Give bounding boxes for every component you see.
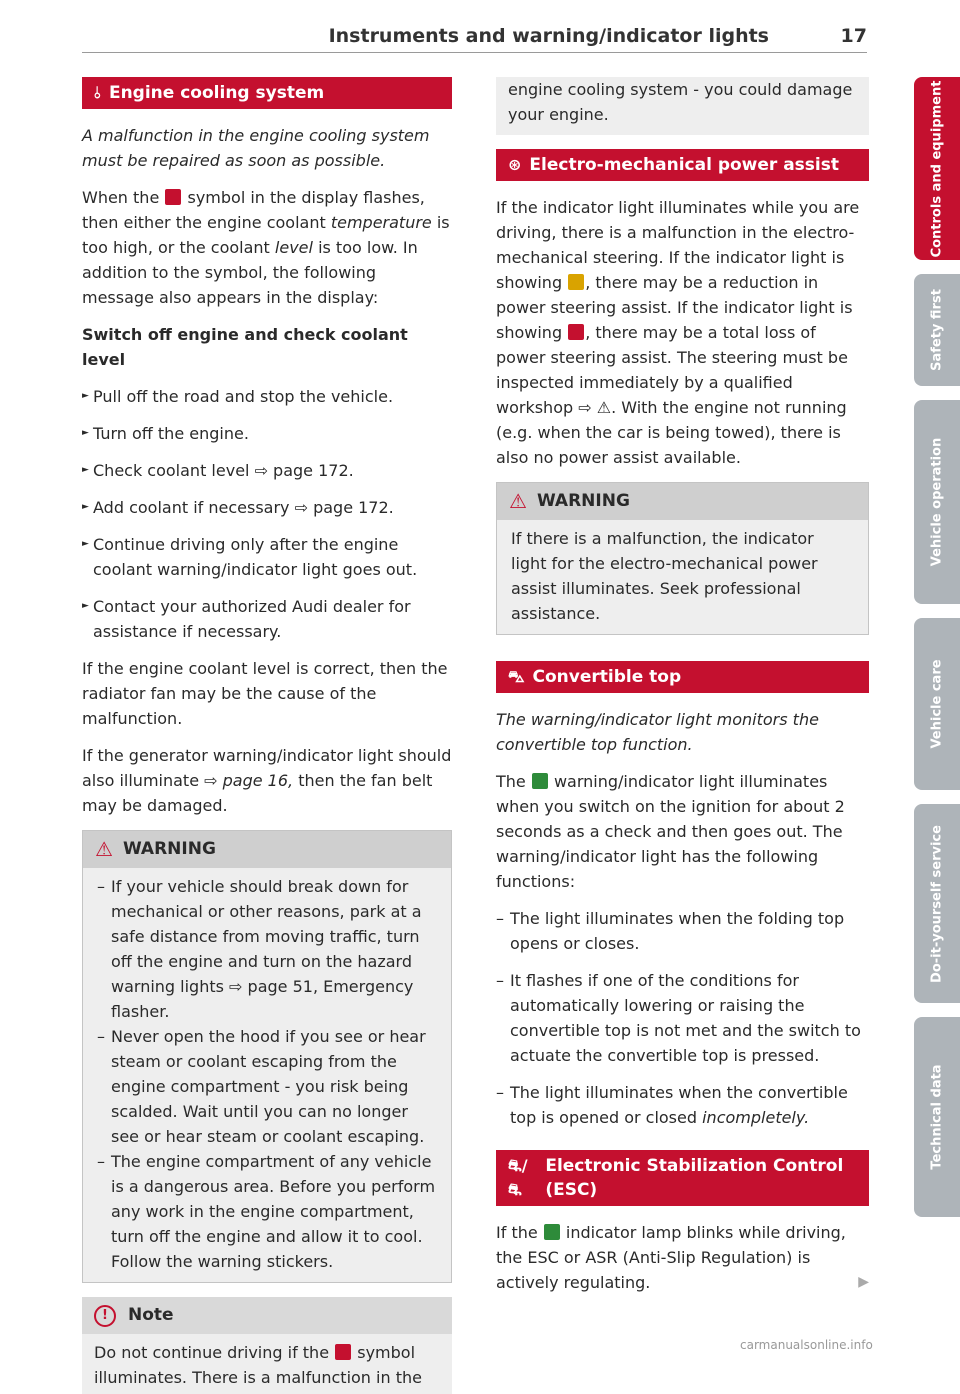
- page-link[interactable]: ⇨ page 16,: [204, 771, 294, 790]
- list-item: ► Contact your authorized Audi dealer for assistance if necessary.: [82, 594, 452, 644]
- convertible-indicator-icon: [532, 773, 548, 789]
- coolant-icon: ⫰: [94, 83, 101, 102]
- note-body: Do not continue driving if the symbol illuminates. There is a malfunction in the: [82, 1334, 452, 1394]
- esc-icon: ⛐/⛐: [508, 1156, 528, 1199]
- steering-yellow-icon: [568, 274, 584, 290]
- info-icon: !: [94, 1305, 116, 1327]
- chapter-title: Instruments and warning/indicator lights: [328, 25, 769, 47]
- paragraph: If the indicator light illuminates while you are driving, there is a malfunction in the electro-mechanical steering. If the indicator light is showing , there may be a reduction in power steering assist. If the indicator light is showing , there may be a total loss of power steering assist. The steering must be inspected immediately by a qualified workshop ⇨ ⚠. With the engine not running (e.g. when the car is being towed), there is also no power assist available.: [496, 198, 860, 467]
- paragraph: If the indicator lamp blinks while driving, the ESC or ASR (Anti-Slip Regulation) is actively regulating. ▶: [496, 1220, 869, 1295]
- list-item: ► Continue driving only after the engine coolant warning/indicator light goes out.: [82, 532, 452, 582]
- section-heading-esc: [496, 1150, 869, 1206]
- page-number: 17: [840, 25, 867, 47]
- note-heading: ! Note: [82, 1297, 452, 1334]
- warning-heading: ⚠ WARNING: [83, 831, 451, 868]
- steering-red-icon: [568, 324, 584, 340]
- action-steps: [82, 384, 452, 644]
- section-intro: A malfunction in the engine cooling system must be repaired as soon as possible.: [82, 126, 430, 170]
- display-message: Switch off engine and check coolant level: [82, 325, 408, 369]
- continued-arrow-icon: ▶: [858, 1274, 869, 1290]
- left-column: [82, 77, 452, 1394]
- warning-box: [82, 830, 452, 1283]
- coolant-warning-icon: [165, 189, 181, 205]
- list-item: – Never open the hood if you see or hear steam or coolant escaping from the engine compartment - you risk being scalded. Wait until you can no longer see or hear steam or coolant escaping.: [97, 1024, 437, 1149]
- esc-indicator-icon: [544, 1224, 560, 1240]
- section-title: Electronic Stabilization Control (ESC): [545, 1156, 844, 1200]
- note-continuation: engine cooling system - you could damage your engine.: [496, 77, 869, 135]
- warning-triangle-icon: ⚠: [95, 837, 113, 861]
- watermark: carmanualsonline.info: [740, 1338, 873, 1352]
- page-header: [82, 22, 867, 53]
- list-item[interactable]: ► Check coolant level ⇨ page 172.: [82, 458, 452, 483]
- section-title: Electro-mechanical power assist: [529, 155, 839, 175]
- function-list: [496, 906, 869, 1130]
- paragraph: If the generator warning/indicator light should also illuminate ⇨ page 16, then the fan belt may be damaged.: [82, 746, 452, 815]
- warning-body: [83, 868, 451, 1282]
- warning-triangle-icon: ⚠: [509, 489, 527, 513]
- list-item[interactable]: ► Add coolant if necessary ⇨ page 172.: [82, 495, 452, 520]
- note-box: [82, 1297, 452, 1394]
- list-item: ► Turn off the engine.: [82, 421, 452, 446]
- tab-do-it-yourself-service[interactable]: Do-it-yourself service: [914, 804, 960, 1003]
- tab-technical-data[interactable]: Technical data: [914, 1017, 960, 1217]
- section-heading-power-assist: [496, 149, 869, 181]
- right-column: [496, 77, 869, 1307]
- section-heading-convertible-top: [496, 661, 869, 693]
- list-item: – The light illuminates when the folding top opens or closes.: [496, 906, 869, 956]
- paragraph: If the engine coolant level is correct, then the radiator fan may be the cause of the malfunction.: [82, 659, 448, 728]
- convertible-icon: ⛍: [508, 667, 525, 686]
- warning-box: [496, 482, 869, 635]
- tab-vehicle-operation[interactable]: Vehicle operation: [914, 400, 960, 604]
- list-item: – The light illuminates when the convertible top is opened or closed incompletely.: [496, 1080, 869, 1130]
- section-title: Engine cooling system: [108, 83, 325, 103]
- tab-controls-and-equipment[interactable]: Controls and equipment: [914, 77, 960, 260]
- coolant-warning-icon: [335, 1344, 351, 1360]
- paragraph: The warning/indicator light illuminates when you switch on the ignition for about 2 seconds as a check and then goes out. The warning/indicator light has the following functions:: [496, 772, 845, 891]
- list-item: – The engine compartment of any vehicle is a dangerous area. Before you perform any work in the engine compartment, turn off the engine and allow it to cool. Follow the warning stickers.: [97, 1149, 437, 1274]
- list-item: ► Pull off the road and stop the vehicle.: [82, 384, 452, 409]
- tab-vehicle-care[interactable]: Vehicle care: [914, 618, 960, 790]
- section-title: Convertible top: [532, 667, 682, 687]
- tab-safety-first[interactable]: Safety first: [914, 274, 960, 386]
- list-item: – If your vehicle should break down for mechanical or other reasons, park at a safe distance from moving traffic, turn off the engine and turn on the hazard warning lights ⇨ page 51, Emergency flasher.: [97, 874, 437, 1024]
- section-heading-engine-cooling: [82, 77, 452, 109]
- warning-heading: ⚠ WARNING: [497, 483, 868, 520]
- steering-icon: ⊛: [508, 155, 522, 174]
- list-item: – It flashes if one of the conditions for automatically lowering or raising the convertible top is not met and the switch to actuate the convertible top is pressed.: [496, 968, 869, 1068]
- paragraph: When the symbol in the display flashes, then either the engine coolant temperature is too high, or the coolant level is too low. In addition to the symbol, the following message also appears in the display:: [82, 188, 450, 307]
- warning-body: If there is a malfunction, the indicator light for the electro-mechanical power assist illuminates. Seek professional assistance.: [497, 520, 868, 634]
- section-intro: The warning/indicator light monitors the convertible top function.: [496, 710, 819, 754]
